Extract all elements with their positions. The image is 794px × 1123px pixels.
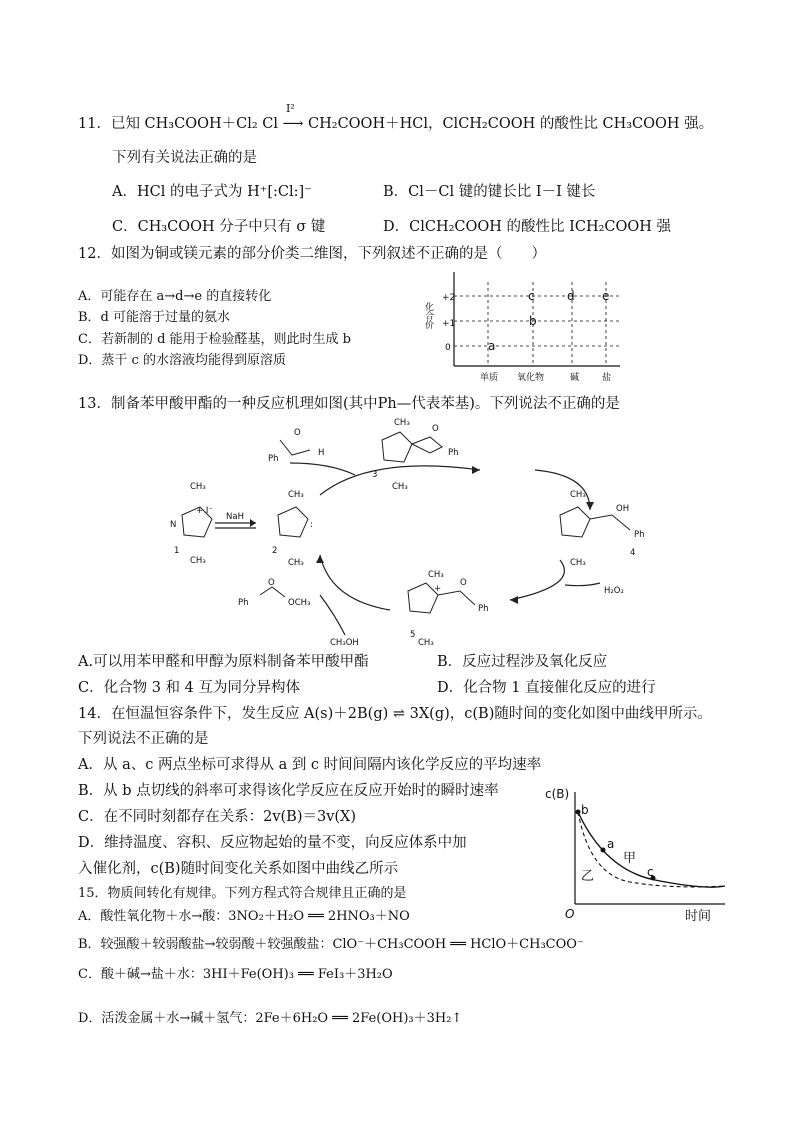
o-label: O [432,424,439,434]
q11-catalyst-label: I² [286,102,295,115]
q12-point-e: e [602,289,610,303]
q12-point-c: c [528,289,535,303]
point-b-marker [576,810,581,815]
q12-ytick: +2 [442,293,456,303]
och3-label: OCH₃ [288,598,311,608]
q12-option-b: B．d 可能溶于过量的氨水 [78,310,231,325]
q13-mechanism-diagram [160,415,680,650]
ch3oh-in-arrow [320,595,345,635]
cycle-arc-bottom-right [510,560,564,600]
compound-3-ring [382,432,412,462]
q12-option-d: D．蒸干 c 的水溶液均能得到原溶质 [78,353,286,368]
q12-xtick: 单质 [480,373,499,382]
ch3-label: CH₃ [394,418,410,428]
compound-number: 5 [410,630,416,640]
q14-prompt: 下列说法不正确的是 [78,731,209,747]
q15-option-c: C．酸＋碱→盐＋水：3HI＋Fe(OH)₃ ══ FeI₃＋3H₂O [78,967,393,982]
nah-reagent: NaH [226,512,244,522]
h2o2-reagent: H₂O₂ [604,586,624,596]
o-label: O [460,578,467,588]
q13-option-a: A.可以用苯甲醛和甲醇为原料制备苯甲酸甲酯 [78,654,369,670]
ch3-label: CH₃ [190,482,206,492]
compound-number: 4 [630,548,636,558]
q12-ytick: 0 [445,343,451,353]
q15-option-a: A．酸性氧化物＋水→酸：3NO₂＋H₂O ══ 2HNO₃＋NO [78,909,410,924]
q14-point-c: c [647,865,654,879]
q13-option-d: D．化合物 1 直接催化反应的进行 [437,680,656,696]
q15-stem: 15．物质间转化有规律。下列方程式符合规律且正确的是 [78,886,407,901]
compound-4-ring [560,507,590,537]
ph-label: Ph [238,598,249,608]
q14-option-b: B．从 b 点切线的斜率可求得该化学反应在反应开始时的瞬时速率 [78,783,499,799]
q13-option-b: B．反应过程涉及氧化反应 [437,654,608,670]
q12-stem: 12．如图为铜或镁元素的部分价类二维图，下列叙述不正确的是（ ） [78,246,546,262]
q12-point-b: b [529,314,537,328]
ph-label: Ph [478,604,489,614]
q11-option-c: C．CH₃COOH 分子中只有 σ 键 [112,219,326,235]
q12-ylabel: 化合价 [423,302,433,329]
q14-concentration-chart [535,780,730,925]
ketone-bond [438,591,475,605]
q14-curve-yi-label: 乙 [581,869,595,884]
q14-option-a: A．从 a、c 两点坐标可求得从 a 到 c 时间间隔内该化学反应的平均速率 [78,757,542,773]
ph-label: Ph [448,448,459,458]
compound-number: 2 [272,546,278,556]
ch3-label: CH₃ [418,638,434,648]
q14-option-d-line1: D．维持温度、容积、反应物起始的量不变，向反应体系中加 [78,835,467,851]
q12-valence-chart [420,262,630,382]
ch3-label: CH₃ [570,558,586,568]
benzaldehyde-skeleton [280,440,310,455]
q12-xtick: 碱 [570,373,580,382]
carbinol-bond [590,515,630,530]
n-plus-label: + [434,584,442,594]
ch3oh-reagent: CH₃OH [330,638,359,648]
compound-2-ring [278,507,308,537]
q11-prompt: 下列有关说法正确的是 [112,150,257,166]
oh-label: OH [616,504,630,514]
ph-label: Ph [268,454,279,464]
q12-xtick: 盐 [602,373,612,382]
epoxide-bond [412,437,442,453]
q12-ytick: +1 [442,319,456,329]
o-label: O [294,428,301,438]
q14-xlabel: 时间 [685,909,712,924]
q14-origin: O [565,907,575,921]
ch3-label: CH₃ [288,490,304,500]
h2o2-in-arrow [565,583,600,586]
q13-option-c: C．化合物 3 和 4 互为同分异构体 [78,680,300,696]
q14-option-d-line2: 入催化剂，c(B)随时间变化关系如图中曲线乙所示 [78,861,399,877]
q12-option-a: A．可能存在 a→d→e 的直接转化 [78,289,272,304]
q14-stem: 14．在恒温恒容条件下，发生反应 A(s)＋2B(g) ⇌ 3X(g)，c(B)随时间的变化如图中曲线甲所示。 [78,706,712,722]
ch3-label: CH₃ [570,490,586,500]
ch3-label: CH₃ [428,570,444,580]
q11-option-a: A．HCl 的电子式为 H⁺[:Cl:]⁻ [112,184,312,200]
n-plus-label: + I⁻ [196,506,213,516]
q14-point-b: b [581,803,589,817]
h-label: H [318,448,325,458]
q12-point-a: a [488,339,496,353]
q14-point-a: a [607,837,615,851]
q14-curve-jia-label: 甲 [623,851,637,866]
q13-stem: 13．制备苯甲酸甲酯的一种反应机理如图(其中Ph—代表苯基)。下列说法不正确的是 [78,396,620,412]
cycle-arrowhead [472,466,480,474]
q11-option-d: D．ClCH₂COOH 的酸性比 ICH₂COOH 强 [383,219,672,235]
ch3-label: CH₃ [392,482,408,492]
compound-number: 3 [372,470,378,480]
q12-xtick: 氧化物 [517,373,545,382]
compound-number: 1 [174,546,180,556]
methyl-benzoate-skeleton [260,587,285,597]
q14-ylabel: c(B) [545,787,570,801]
q12-option-c: C．若新制的 d 能用于检验醛基，则此时生成 b [78,332,351,347]
q15-option-b: B．较强酸＋较弱酸盐→较弱酸＋较强酸盐：ClO⁻＋CH₃COOH ══ HClO＋CH₃COO⁻ [78,937,584,952]
point-a-marker [601,848,606,853]
cycle-arc-bottom-left [320,555,390,610]
benzaldehyde-in-arrow [290,463,355,475]
q14-option-c: C．在不同时刻都存在关系：2v(B)＝3v(X) [78,809,357,825]
q12-point-d: d [567,289,575,303]
ch3-label: CH₃ [288,558,304,568]
ph-label: Ph [634,530,645,540]
carbene-lone-pair: : [310,520,313,530]
q11-stem: 11．已知 CH₃COOH＋Cl₂ Cl ⟶ CH₂COOH＋HCl，ClCH₂COOH 的酸性比 CH₃COOH 强。 [78,116,714,132]
q15-option-d: D．活泼金属＋水→碱＋氢气：2Fe＋6H₂O ══ 2Fe(OH)₃＋3H₂↑ [78,1011,463,1026]
ch3-label: CH₃ [190,556,206,566]
q11-option-b: B．Cl－Cl 键的键长比 I－I 键长 [383,184,596,200]
o-label: O [268,578,275,588]
n-label: N [170,520,177,530]
